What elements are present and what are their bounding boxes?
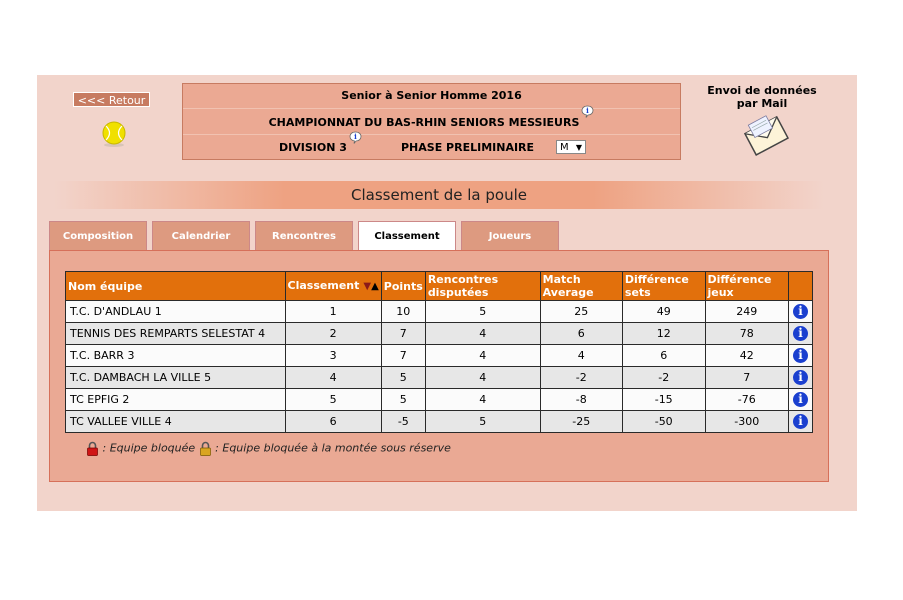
section-title-band [54,181,824,209]
info-cell [789,323,813,345]
team-rank: 5 [285,389,381,411]
info-icon[interactable]: i [793,326,808,341]
red-lock-icon [86,441,99,456]
team-rank: 3 [285,345,381,367]
team-set-difference: -50 [622,411,705,433]
team-match-average: 6 [540,323,622,345]
info-icon[interactable]: i [793,370,808,385]
team-name: T.C. BARR 3 [66,345,286,367]
team-game-difference: -76 [705,389,789,411]
table-row [66,411,813,433]
team-game-difference: 7 [705,367,789,389]
team-played: 4 [425,389,540,411]
info-icon[interactable]: i [793,414,808,429]
team-name: T.C. D'ANDLAU 1 [66,301,286,323]
competition-category: Senior à Senior Homme 2016 [183,84,680,109]
info-cell [789,301,813,323]
info-cell [789,411,813,433]
team-name: TC VALLEE VILLE 4 [66,411,286,433]
team-points: -5 [381,411,425,433]
team-name: TC EPFIG 2 [66,389,286,411]
team-name: TENNIS DES REMPARTS SELESTAT 4 [66,323,286,345]
team-name: T.C. DAMBACH LA VILLE 5 [66,367,286,389]
tab-rencontres[interactable]: Rencontres [255,221,353,251]
team-set-difference: 49 [622,301,705,323]
info-cell [789,367,813,389]
team-played: 4 [425,367,540,389]
col-rank[interactable]: Classement ▼▲ [285,272,381,301]
team-rank: 1 [285,301,381,323]
table-row [66,323,813,345]
competition-header [182,83,681,160]
team-game-difference: 78 [705,323,789,345]
envelope-mail-icon[interactable] [743,112,789,158]
info-icon[interactable]: i [793,392,808,407]
col-game-difference: Différence jeux [705,272,789,301]
championship-title: CHAMPIONNAT DU BAS-RHIN SENIORS MESSIEURS [268,116,580,129]
team-game-difference: -300 [705,411,789,433]
tab-calendrier[interactable]: Calendrier [152,221,250,251]
team-game-difference: 42 [705,345,789,367]
col-info [789,272,813,301]
table-row [66,301,813,323]
team-set-difference: 12 [622,323,705,345]
col-set-difference: Différence sets [622,272,705,301]
tab-composition[interactable]: Composition [49,221,147,251]
section-title: Classement de la poule [351,186,527,204]
col-match-average: Match Average [540,272,622,301]
info-cell [789,389,813,411]
sort-arrows-icon[interactable]: ▼▲ [363,281,379,292]
table-row [66,345,813,367]
team-match-average: -2 [540,367,622,389]
team-points: 7 [381,323,425,345]
team-match-average: 25 [540,301,622,323]
tennis-ball-icon [100,120,128,148]
col-points: Points [381,272,425,301]
team-rank: 2 [285,323,381,345]
phase-label: PHASE PRELIMINAIRE [401,141,535,154]
table-row [66,367,813,389]
division-row [183,132,680,159]
championship-row [183,106,680,135]
tab-classement[interactable]: Classement [358,221,456,252]
team-match-average: 4 [540,345,622,367]
tab-joueurs[interactable]: Joueurs [461,221,559,251]
col-team-name: Nom équipe [66,272,286,301]
team-points: 5 [381,367,425,389]
team-match-average: -8 [540,389,622,411]
table-row [66,389,813,411]
team-set-difference: -15 [622,389,705,411]
team-set-difference: 6 [622,345,705,367]
team-played: 5 [425,411,540,433]
team-points: 7 [381,345,425,367]
mail-send-title[interactable]: Envoi de données par Mail [707,84,817,110]
phase-select[interactable]: M ▼ [556,140,586,154]
lock-legend [86,441,451,456]
yellow-lock-icon [199,441,212,456]
team-played: 4 [425,323,540,345]
team-match-average: -25 [540,411,622,433]
back-button[interactable]: <<< Retour [73,92,150,107]
table-header-row [66,272,813,301]
team-points: 5 [381,389,425,411]
info-icon[interactable]: i [793,348,808,363]
dropdown-arrow-icon: ▼ [575,143,582,152]
svg-text:i: i [354,132,357,141]
col-played: Rencontres disputées [425,272,540,301]
info-cell [789,345,813,367]
team-rank: 4 [285,367,381,389]
team-rank: 6 [285,411,381,433]
division-label: DIVISION 3 i [279,135,362,161]
legend-blocked-promotion: : Equipe bloquée à la montée sous réserve [215,441,451,455]
info-bubble-icon[interactable] [349,131,362,144]
team-played: 5 [425,301,540,323]
team-played: 4 [425,345,540,367]
info-icon[interactable]: i [793,304,808,319]
team-points: 10 [381,301,425,323]
info-bubble-icon[interactable] [581,105,594,118]
team-set-difference: -2 [622,367,705,389]
svg-text:i: i [586,106,590,115]
team-game-difference: 249 [705,301,789,323]
legend-blocked: : Equipe bloquée [102,441,196,455]
ranking-table [65,271,813,433]
